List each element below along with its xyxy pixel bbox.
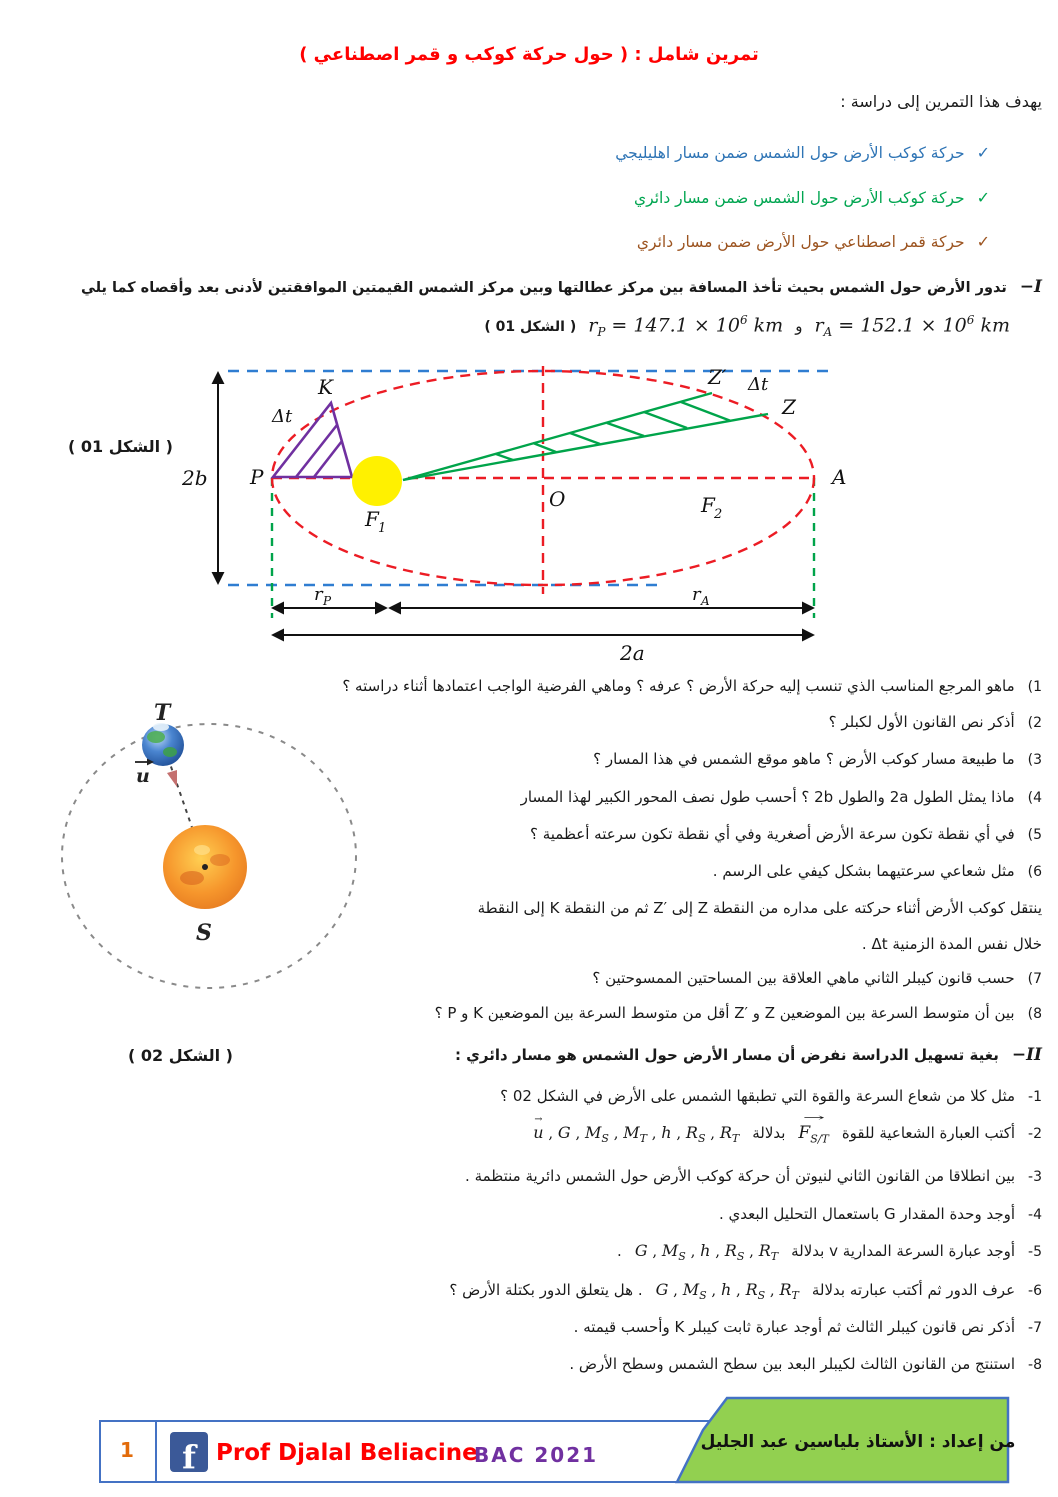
label-Z-prime: Z′ bbox=[708, 365, 727, 389]
page-number: 1 bbox=[120, 1438, 134, 1462]
item-row-3 bbox=[56, 1166, 1042, 1187]
label-K: K bbox=[318, 375, 333, 399]
check-icon: ✓ bbox=[976, 188, 990, 207]
item-row-8 bbox=[56, 1354, 1042, 1375]
question-text: ماهو المرجع المناسب الذي تنسب إليه حركة الأرض ؟ عرفه ؟ وماهي الفرضية الواجب اعتمادها أثناء دراسته ؟ bbox=[342, 677, 1015, 695]
unit-vector-arrow bbox=[167, 770, 177, 787]
conjunction: و bbox=[795, 317, 803, 336]
page-title: تمرين شامل : ( حول حركة كوكب و قمر اصطناعي ) bbox=[299, 44, 759, 65]
distance-formula-line bbox=[484, 313, 1010, 339]
item-number: -6 bbox=[1028, 1283, 1042, 1299]
label-dt-left: Δt bbox=[272, 406, 293, 427]
paragraph-line-1 bbox=[380, 898, 1042, 918]
question-text: أذكر نص القانون الأول لكبلر ؟ bbox=[828, 713, 1015, 731]
item-row-4 bbox=[56, 1204, 1042, 1225]
footer-ribbon-text: من إعداد : الأستاذ بلياسين عبد الجليل bbox=[700, 1432, 1016, 1452]
label-dt-right: Δt bbox=[748, 374, 769, 395]
item-text: أوجد وحدة المقدار G باستعمال التحليل البعدي . bbox=[719, 1205, 1016, 1223]
item-number: -2 bbox=[1028, 1126, 1042, 1142]
label-O: O bbox=[549, 487, 566, 511]
section1-lead-row bbox=[56, 276, 1042, 299]
item-text: أكتب العبارة الشعاعية للقوة bbox=[841, 1124, 1016, 1142]
figure1-ellipse-orbit-diagram bbox=[60, 360, 940, 670]
formula-ra: $r_A = 152.1 \times 10^6$ km bbox=[814, 313, 1010, 340]
question-number: (8 bbox=[1027, 1006, 1042, 1022]
check-icon: ✓ bbox=[976, 232, 990, 251]
item-number: -7 bbox=[1028, 1320, 1042, 1336]
force-vector-symbol: → $F_{S/T}$ bbox=[798, 1122, 828, 1147]
footer-ribbon bbox=[640, 1392, 1020, 1487]
question-number: (4 bbox=[1027, 790, 1042, 806]
question-number: (5 bbox=[1027, 827, 1042, 843]
section1-marker: −I bbox=[1019, 277, 1042, 297]
section2-lead-text: بغية تسهيل الدراسة نفرض أن مسار الأرض حول الشمس هو مسار دائري : bbox=[454, 1046, 999, 1064]
label-2a: 2a bbox=[620, 641, 645, 665]
figure2-circular-orbit-diagram bbox=[40, 690, 380, 1010]
figure1-caption: ( الشكل 01 ) bbox=[68, 437, 173, 456]
label-F1-sub: 1 bbox=[378, 521, 387, 536]
label-A: A bbox=[832, 465, 847, 489]
objective-label: حركة كوكب الأرض حول الشمس ضمن مسار دائري bbox=[634, 189, 965, 207]
paragraph-text: خلال نفس المدة الزمنية Δt . bbox=[861, 935, 1042, 953]
footer-author: Prof Djalal Beliacine bbox=[216, 1440, 478, 1466]
objective-item-satellite bbox=[637, 232, 990, 251]
section2-marker: −II bbox=[1011, 1045, 1042, 1065]
label-F2-sub: 2 bbox=[714, 507, 723, 522]
section1-lead-text: تدور الأرض حول الشمس بحيث تأخذ المسافة بين مركز عطالتها وبين مركز الشمس القيمتين الموافقتين لأدنى بعد وأقصاه كما يلي bbox=[80, 280, 1007, 296]
label-F2: F bbox=[701, 493, 715, 517]
objective-item-circular-earth bbox=[634, 188, 990, 207]
item-number: -5 bbox=[1028, 1244, 1042, 1260]
item-text: استنتج من القانون الثالث لكيبلر البعد بين سطح الشمس وسطح الأرض . bbox=[569, 1355, 1016, 1373]
figure1-reference: ( الشكل 01 ) bbox=[484, 319, 577, 336]
label-T: T bbox=[154, 700, 171, 726]
item-text: أوجد عبارة السرعة المدارية v بدلالة bbox=[791, 1242, 1016, 1260]
label-ra-sub: A bbox=[701, 594, 710, 608]
check-icon: ✓ bbox=[976, 143, 990, 162]
variable-list: G , $M_S$ , h , $R_S$ , $R_T$ bbox=[634, 1241, 779, 1264]
question-text: حسب قانون كيبلر الثاني ماهي العلاقة بين المساحتين الممسوحتين ؟ bbox=[592, 969, 1015, 987]
item-text: عرف الدور ثم أكتب عبارته بدلالة bbox=[811, 1281, 1016, 1299]
label-2b: 2b bbox=[182, 466, 208, 490]
sun-image bbox=[163, 825, 247, 909]
objective-item-elliptical bbox=[615, 143, 990, 162]
label-F1: F bbox=[365, 507, 379, 531]
question-text: في أي نقطة تكون سرعة الأرض أصغرية وفي أي نقطة تكون سرعته أعظمية ؟ bbox=[530, 825, 1015, 843]
label-rp: r bbox=[314, 584, 323, 605]
item-row-6 bbox=[56, 1279, 1042, 1304]
question-text: مثل شعاعي سرعتيهما بشكل كيفي على الرسم . bbox=[712, 862, 1015, 880]
item-row-7 bbox=[56, 1317, 1042, 1338]
question-number: (6 bbox=[1027, 864, 1042, 880]
label-S: S bbox=[196, 920, 212, 946]
item-row-1 bbox=[56, 1086, 1042, 1107]
item-tail: . bbox=[617, 1242, 622, 1260]
label-Z: Z bbox=[782, 395, 796, 419]
item-text: بين انطلاقا من القانون الثاني لنيوتن أن حركة كوكب الأرض حول الشمس دائرية منتظمة . bbox=[465, 1167, 1016, 1185]
label-ra: r bbox=[692, 584, 701, 605]
item-number: -1 bbox=[1028, 1089, 1042, 1105]
question-text: ماذا يمثل الطول 2a والطول 2b ؟ أحسب طول نصف المحور الكبير لهذا المسار bbox=[520, 788, 1015, 806]
item-number: -4 bbox=[1028, 1207, 1042, 1223]
question-text: ما طبيعة مسار كوكب الأرض ؟ ماهو موقع الشمس في هذا المسار ؟ bbox=[593, 750, 1015, 768]
footer-exam-label: BAC 2021 bbox=[474, 1443, 599, 1467]
question-number: (1 bbox=[1027, 679, 1042, 695]
label-P: P bbox=[250, 465, 264, 489]
objective-label: حركة قمر اصطناعي حول الأرض ضمن مسار دائري bbox=[636, 233, 965, 251]
section2-lead-row bbox=[56, 1044, 1042, 1067]
sun-focus bbox=[352, 456, 402, 506]
item-row-2 bbox=[56, 1122, 1042, 1147]
item-text: بدلالة bbox=[752, 1124, 786, 1142]
item-number: -8 bbox=[1028, 1357, 1042, 1373]
question-number: (7 bbox=[1027, 971, 1042, 987]
variable-list: G , $M_S$ , h , $R_S$ , $R_T$ bbox=[655, 1280, 799, 1303]
objective-label: حركة كوكب الأرض حول الشمس ضمن مسار اهليليجي bbox=[615, 144, 965, 162]
facebook-icon: f bbox=[170, 1432, 208, 1472]
question-number: (2 bbox=[1027, 715, 1042, 731]
footer-divider bbox=[155, 1420, 157, 1483]
item-row-5 bbox=[56, 1240, 1042, 1265]
label-u-vector: u bbox=[136, 765, 150, 787]
swept-area-wedge bbox=[403, 393, 768, 480]
formula-rp: $r_P = 147.1 \times 10^6$ km bbox=[588, 313, 784, 340]
question-number: (3 bbox=[1027, 752, 1042, 768]
item-tail: . هل يتعلق الدور بكتلة الأرض ؟ bbox=[449, 1281, 643, 1299]
label-rp-sub: P bbox=[323, 594, 332, 608]
item-text: أذكر نص قانون كيبلر الثالث ثم أوجد عبارة ثابت كيبلر K وأحسب قيمته . bbox=[573, 1318, 1016, 1336]
question-text: بين أن متوسط السرعة بين الموضعين Z و ‎Z′‎ أقل من متوسط السرعة بين الموضعين K و P ؟ bbox=[434, 1004, 1015, 1022]
item-text: مثل كلا من شعاع السرعة والقوة التي تطبقها الشمس على الأرض في الشكل 02 ؟ bbox=[500, 1087, 1016, 1105]
item-number: -3 bbox=[1028, 1169, 1042, 1185]
variable-list: → u , G , $M_S$ , $M_T$ , h , $R_S$ , $R_T$ bbox=[533, 1122, 739, 1147]
figure2-caption: ( الشكل 02 ) bbox=[128, 1046, 233, 1065]
intro-line: يهدف هذا التمرين إلى دراسة : bbox=[840, 92, 1042, 111]
paragraph-text: ينتقل كوكب الأرض أثناء حركته على مداره من النقطة Z إلى ‎Z′‎ ثم من النقطة K إلى النقطة bbox=[477, 899, 1042, 917]
